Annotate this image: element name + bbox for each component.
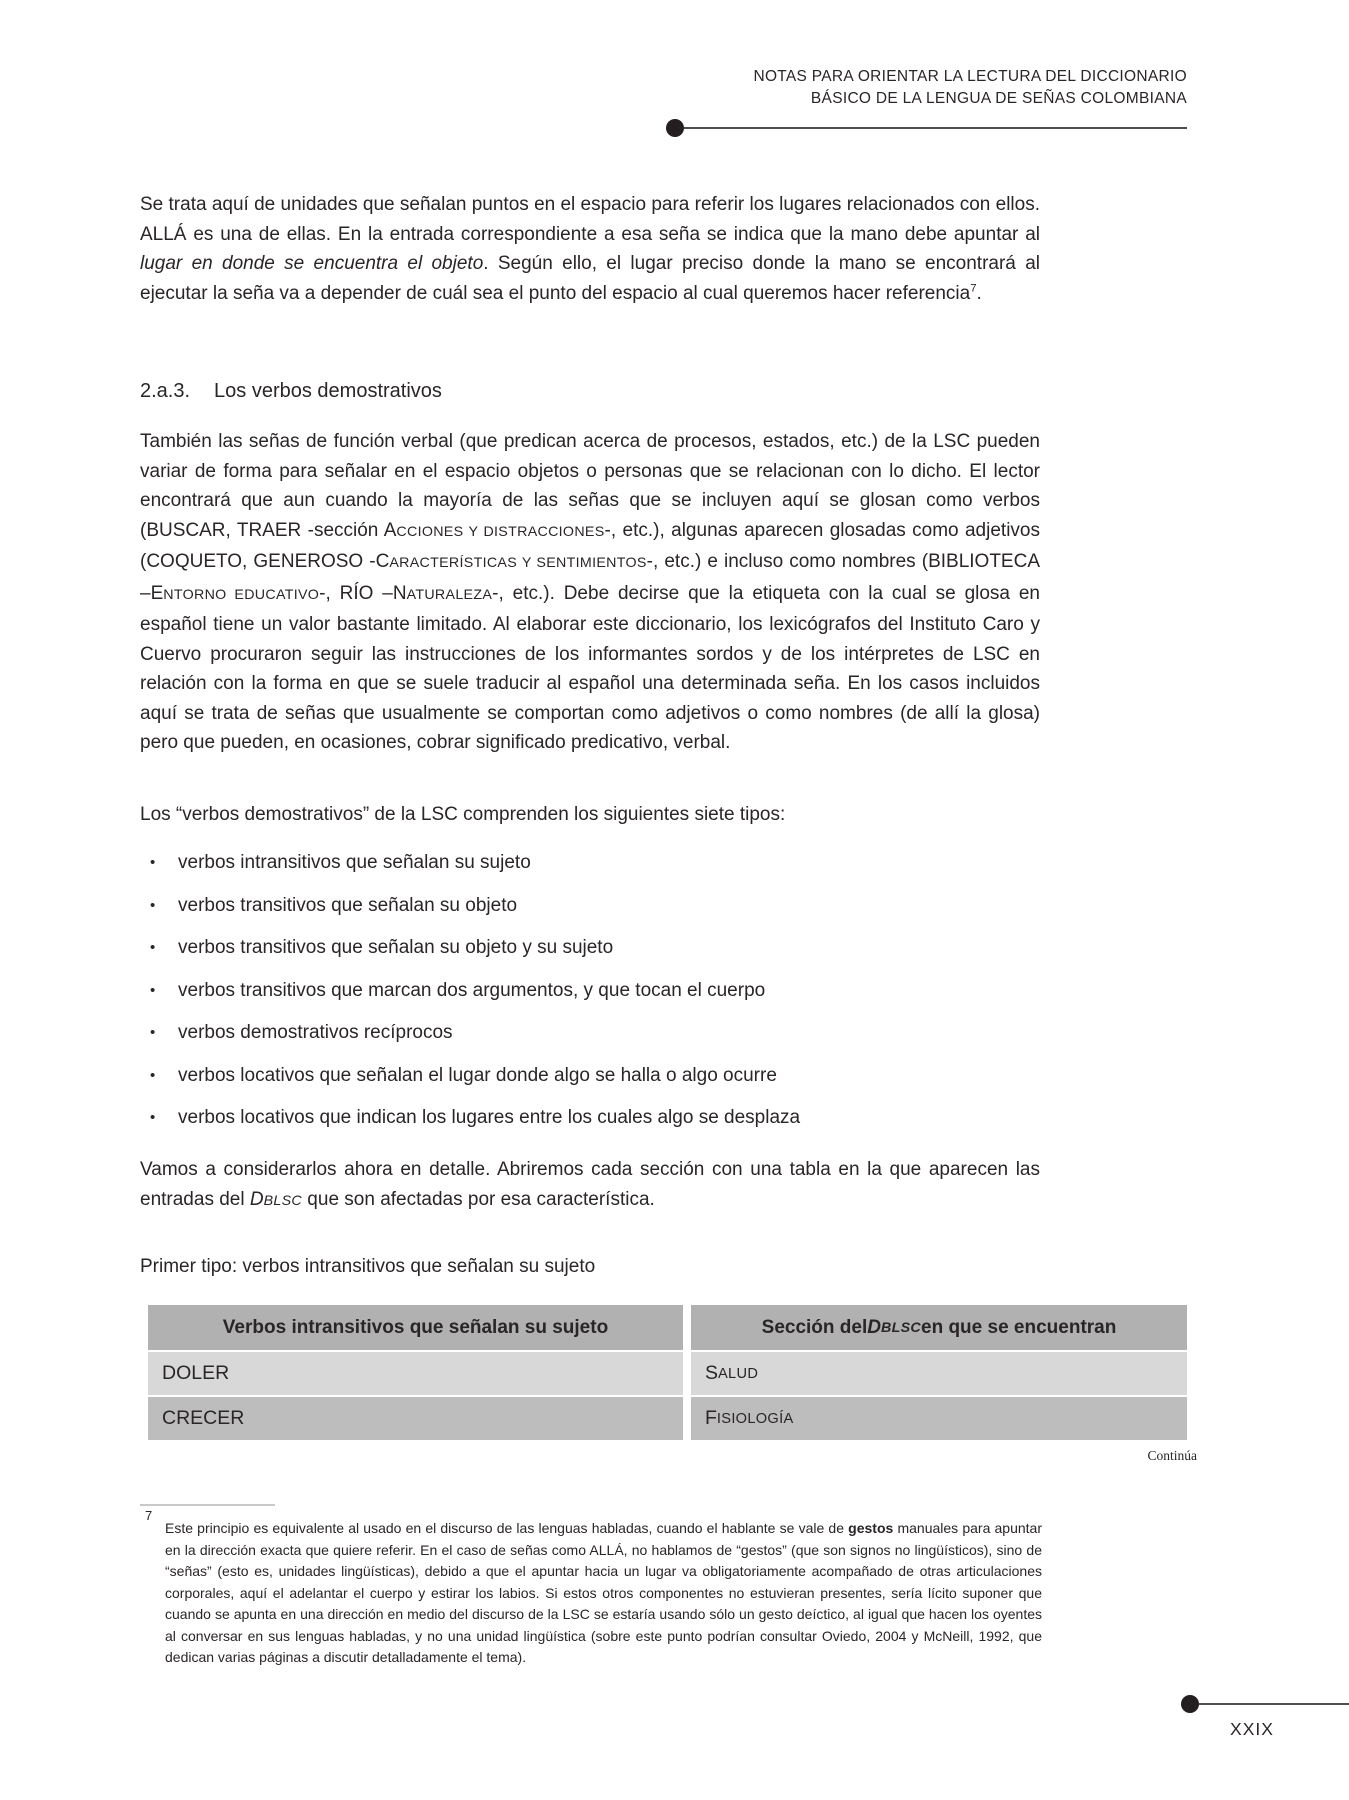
text-segment: -, etc.). Debe decirse que la etiqueta con la cual se glosa en español tiene un valor bastante limitado. Al elaborar este diccionario, los lexicógrafos del Instituto Caro y Cuervo procuraron seguir las instrucciones de los informantes sordos y de los intérpretes de LSC en relación con la forma en que se suele traducir al español una determinada seña. En los casos incluidos aquí se trata de señas que usualmente se comportan como adjetivos o como nombres (de allí la glosa) pero que pueden, en ocasiones, cobrar significado predicativo, verbal.: [140, 582, 1040, 753]
text-segment: -, RÍO –: [319, 582, 393, 604]
bullet-text: verbos locativos que indican los lugares entre los cuales algo se desplaza: [178, 1107, 801, 1128]
section-number: 2.a.3.: [140, 380, 191, 402]
text-segment: F: [705, 1407, 717, 1429]
text-segment: S: [705, 1362, 719, 1384]
bullet-text: verbos intransitivos que señalan su sujeto: [178, 852, 531, 873]
text-segment: 7: [970, 282, 977, 295]
list-item: [140, 933, 1040, 963]
text-segment: N: [392, 582, 407, 604]
list-item: [140, 1018, 1040, 1048]
paragraph-vamos: [140, 1155, 1040, 1216]
table-cell: [148, 1352, 683, 1395]
verb-types-list: [140, 848, 1040, 1146]
footnote-text: [165, 1518, 1042, 1669]
section-heading: [140, 377, 1040, 407]
bullet-icon: •: [150, 939, 156, 956]
text-segment: Se trata aquí de unidades que señalan puntos en el espacio para referir los lugares relacionados con ellos. ALLÁ es una de ellas. En la entrada correspondiente a esa seña se indica que la mano debe apuntar al: [140, 194, 1040, 245]
text-segment: NTORNO EDUCATIVO: [163, 586, 320, 603]
bullet-icon: •: [150, 854, 156, 871]
footer-rule: [1190, 1703, 1349, 1705]
text-segment: que son afectadas por esa característica.: [302, 1188, 655, 1210]
text-segment: BLSC: [881, 1319, 921, 1336]
text-segment: en que se encuentran: [921, 1316, 1117, 1338]
running-title-line2: BÁSICO DE LA LENGUA DE SEÑAS COLOMBIANA: [810, 90, 1187, 107]
footnote: 7 Este principio es equivalente al usado en el discurso de las lenguas habladas, cuando el hablante se vale de gestos manuales para apuntar en la dirección exacta que quiere referir. En el caso de señas como ALLÁ, no hablamos de “gestos” (que son signos no lingüísticos), sino de “señas” (esto es, unidades lingüísticas), debido a que el apuntar hacia un lugar va obligatoriamente acompañado de otras articulaciones corporales, aquí el adelantar el cuerpo y estirar los labios. Si estos otros componentes no estuvieran presentes, sería lícito suponer que cuando se apunta en una dirección en medio del discurso de la LSC se estaría usando sólo un gesto deíctico, al igual que hacen los oyentes al conversar en sus lenguas habladas, y no una unidad lingüística (sobre este punto podrían consultar Oviedo, 2004 y McNeill, 1992, que dedican varias páginas a discutir detalladamente el tema).: [145, 1518, 1042, 1669]
paragraph-first-type: Primer tipo: verbos intransitivos que señalan su sujeto: [140, 1256, 596, 1277]
table-header-verbs: [148, 1305, 683, 1350]
list-item: [140, 848, 1040, 878]
text-segment: Verbos intransitivos que señalan su sujeto: [222, 1316, 609, 1338]
bullet-text: verbos locativos que señalan el lugar donde algo se halla o algo ocurre: [178, 1064, 777, 1086]
bullet-icon: •: [150, 981, 156, 999]
verbs-table: [148, 1305, 1187, 1442]
bullet-icon: •: [150, 896, 156, 914]
paragraph-list-intro: Los “verbos demostrativos” de la LSC comprenden los siguientes siete tipos:: [140, 804, 786, 825]
bullet-text: verbos demostrativos recíprocos: [178, 1022, 453, 1043]
header-rule: [675, 127, 1187, 129]
text-segment: -, etc.), algunas aparecen glosadas como adjetivos (COQUETO, GENEROSO -: [140, 519, 1040, 572]
text-segment: lugar en donde se encuentra el objeto: [140, 253, 484, 274]
text-segment: También las señas de función verbal (que predican acerca de procesos, estados, etc.) de la LSC pueden variar de forma para señalar en el espacio objetos o personas que se relacionan con lo dicho. El lector encontrará que aun cuando la mayoría de las señas que se incluyen aquí se glosan como verbos (BUSCAR, TRAER -sección: [140, 431, 1040, 541]
table-continued-label: Continúa: [1147, 1448, 1197, 1463]
text-segment: Vamos a considerarlos ahora en detalle. Abriremos cada sección con una tabla en la que aparecen las entradas del: [140, 1159, 1040, 1210]
running-title-line1: NOTAS PARA ORIENTAR LA LECTURA DEL DICCIONARIO: [753, 68, 1187, 85]
running-title: [567, 66, 1187, 110]
paragraph-intro: [140, 190, 1040, 308]
text-segment: ARACTERÍSTICAS Y SENTIMIENTOS: [389, 555, 647, 571]
text-segment: C: [375, 551, 390, 572]
text-segment: ATURALEZA: [406, 586, 493, 603]
text-segment: . Según ello, el lugar preciso donde la mano se encontrará al ejecutar la seña va a depender de cuál sea el punto del espacio al cual queremos hacer referencia: [140, 253, 1040, 304]
paragraph-verbal-signs: [140, 427, 1040, 758]
table-row: [148, 1352, 1187, 1395]
text-segment: DOLER: [162, 1362, 230, 1384]
bullet-text: verbos transitivos que señalan su objeto y su sujeto: [178, 937, 614, 958]
text-segment: -, etc.) e incluso como nombres (BIBLIOTECA –: [140, 551, 1040, 604]
table-header-row: [148, 1305, 1187, 1350]
bullet-text: verbos transitivos que marcan dos argumentos, y que tocan el cuerpo: [178, 979, 766, 1001]
text-segment: Sección del: [761, 1316, 868, 1338]
text-segment: ISIOLOGÍA: [716, 1410, 794, 1427]
footnote-rule: [140, 1504, 275, 1506]
table-header-section: [691, 1305, 1187, 1350]
bullet-icon: •: [150, 1066, 156, 1084]
text-segment: D: [249, 1188, 264, 1210]
text-segment: D: [867, 1316, 881, 1338]
section-title: Los verbos demostrativos: [214, 380, 442, 402]
list-item: [140, 1103, 1040, 1133]
footer-dot-ornament: [1181, 1695, 1199, 1713]
header-dot-ornament: [666, 119, 684, 137]
text-segment: gestos: [848, 1520, 894, 1536]
text-segment: Este principio es equivalente al usado en el discurso de las lenguas habladas, cuando el hablante se vale de: [165, 1520, 849, 1536]
text-segment: CRECER: [162, 1407, 245, 1429]
table-body: [148, 1352, 1187, 1440]
list-item: [140, 1061, 1040, 1091]
bullet-icon: •: [150, 1024, 156, 1041]
table-cell: [691, 1397, 1187, 1440]
text-segment: E: [150, 582, 164, 604]
text-segment: BLSC: [263, 1192, 303, 1209]
text-segment: A: [383, 519, 397, 541]
table-row: [148, 1397, 1187, 1440]
list-item: [140, 891, 1040, 921]
table-cell: [148, 1397, 683, 1440]
text-segment: manuales para apuntar en la dirección exacta que quiere referir. En el caso de señas como ALLÁ, no hablamos de “gestos” (que son signos no lingüísticos), sino de “señas” (esto es, unidades lingüísticas), debido a que el apuntar hacia un lugar va obligatoriamente acompañado de otras articulaciones corporales, aquí el adelantar el cuerpo y estirar los labios. Si estos otros componentes no estuvieran presentes, sería lícito suponer que cuando se apunta en una dirección en medio del discurso de la LSC se estaría usando sólo un gesto deíctico, al igual que hacen los oyentes al conversar en sus lenguas habladas, y no una unidad lingüística (sobre este punto podrían consultar Oviedo, 2004 y McNeill, 1992, que dedican varias páginas a discutir detalladamente el tema).: [165, 1520, 1043, 1665]
page-number: XXIX: [1230, 1719, 1274, 1739]
table-cell: [691, 1352, 1187, 1395]
text-segment: .: [976, 282, 982, 304]
bullet-icon: •: [150, 1109, 156, 1126]
list-item: [140, 976, 1040, 1006]
bullet-text: verbos transitivos que señalan su objeto: [178, 894, 518, 916]
text-segment: CCIONES Y DISTRACCIONES: [396, 523, 605, 540]
text-segment: ALUD: [718, 1365, 759, 1382]
